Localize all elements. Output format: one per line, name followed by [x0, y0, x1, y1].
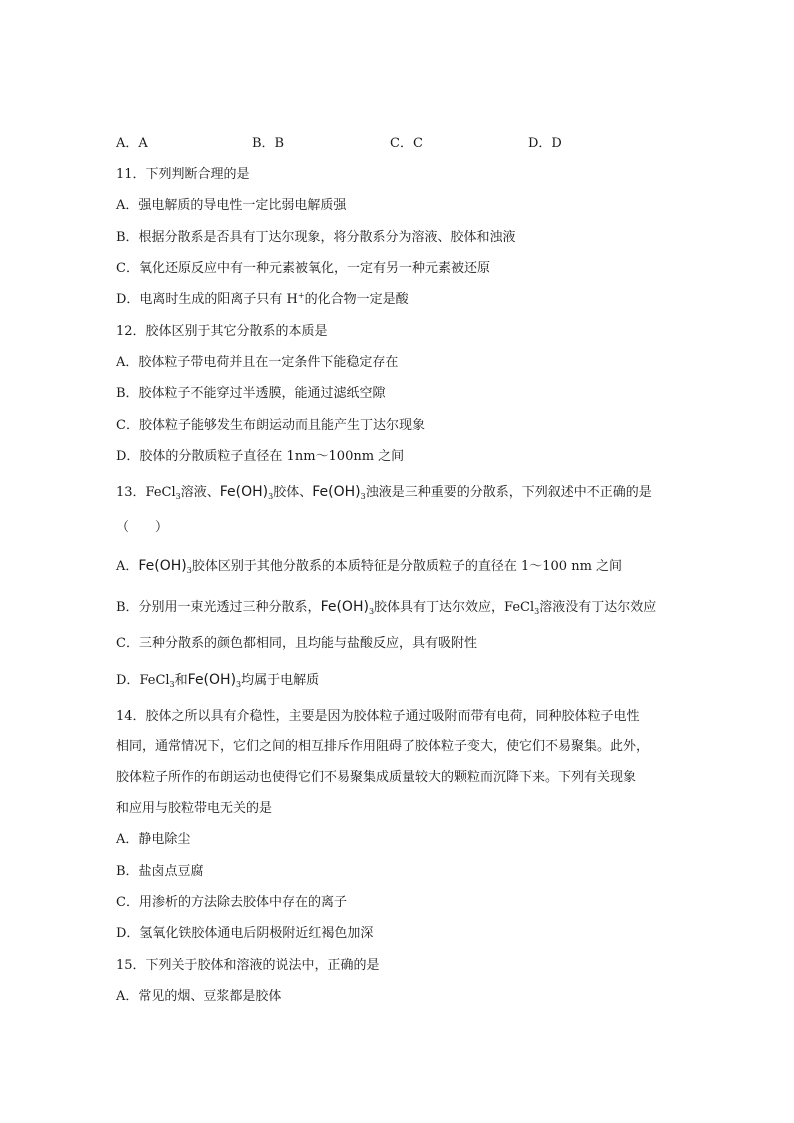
- option-d: D．D: [528, 136, 562, 151]
- question-14-option-b: B．盐卤点豆腐: [116, 864, 204, 879]
- question-11-option-b: B．根据分散系是否具有丁达尔现象，将分散系分为溶液、胶体和浊液: [116, 230, 516, 245]
- question-14-option-d: D．氢氧化铁胶体通电后阴极附近红褐色加深: [116, 926, 374, 941]
- question-14-stem-line-3: 胶体粒子所作的布朗运动也使得它们不易聚集成质量较大的颗粒而沉降下来。下列有关现象: [116, 770, 637, 785]
- question-13-option-b: B．分别用一束光透过三种分散系，$Fe(OH)_3$胶体具有丁达尔效应，FeCl$_3$溶液没有丁达尔效应: [116, 599, 657, 616]
- question-13-option-d: D．FeCl$_3$和$Fe(OH)_3$均属于电解质: [116, 672, 320, 689]
- option-a: A．A: [116, 136, 148, 151]
- question-11-stem: 11．下列判断合理的是: [116, 167, 250, 182]
- question-13-answer-paren: （ ）: [116, 520, 169, 535]
- option-c: C．C: [390, 136, 423, 151]
- question-15-option-a: A．常见的烟、豆浆都是胶体: [116, 989, 282, 1004]
- question-15-stem: 15．下列关于胶体和溶液的说法中，正确的是: [116, 958, 380, 973]
- question-14-option-c: C．用渗析的方法除去胶体中存在的离子: [116, 895, 347, 910]
- question-11-option-c: C．氧化还原反应中有一种元素被氧化，一定有另一种元素被还原: [116, 261, 490, 276]
- question-12-option-a: A．胶体粒子带电荷并且在一定条件下能稳定存在: [116, 355, 399, 370]
- question-14-option-a: A．静电除尘: [116, 832, 191, 847]
- question-11-option-a: A．强电解质的导电性一定比弱电解质强: [116, 198, 347, 213]
- question-12-stem: 12．胶体区别于其它分散系的本质是: [116, 324, 328, 339]
- question-12-option-b: B．胶体粒子不能穿过半透膜，能通过滤纸空隙: [116, 386, 386, 401]
- option-b: B．B: [252, 136, 285, 151]
- question-14-stem-line-4: 和应用与胶粒带电无关的是: [116, 801, 273, 816]
- question-14-stem-line-2: 相同，通常情况下，它们之间的相互排斥作用阻碍了胶体粒子变大，使它们不易聚集。此外，: [116, 739, 650, 754]
- question-12-option-c: C．胶体粒子能够发生布朗运动而且能产生丁达尔现象: [116, 418, 425, 433]
- question-11-option-d: D．电离时生成的阳离子只有 H+的化合物一定是酸: [116, 291, 409, 307]
- question-13-stem: 13．FeCl$_3$溶液、$Fe(OH)_3$胶体、$Fe(OH)_3$浊液是三种重要的分散系，下列叙述中不正确的是: [116, 484, 652, 501]
- question-13-option-c: C．三种分散系的颜色都相同，且均能与盐酸反应，具有吸附性: [116, 636, 477, 651]
- previous-question-options: [0, 134, 794, 154]
- question-12-option-d: D．胶体的分散质粒子直径在 1nm～100nm 之间: [116, 449, 405, 464]
- question-13-option-a: A．$Fe(OH)_3$胶体区别于其他分散系的本质特征是分散质粒子的直径在 1～100 nm 之间: [116, 558, 623, 575]
- question-14-stem-line-1: 14．胶体之所以具有介稳性，主要是因为胶体粒子通过吸附而带有电荷，同种胶体粒子电性: [116, 709, 640, 724]
